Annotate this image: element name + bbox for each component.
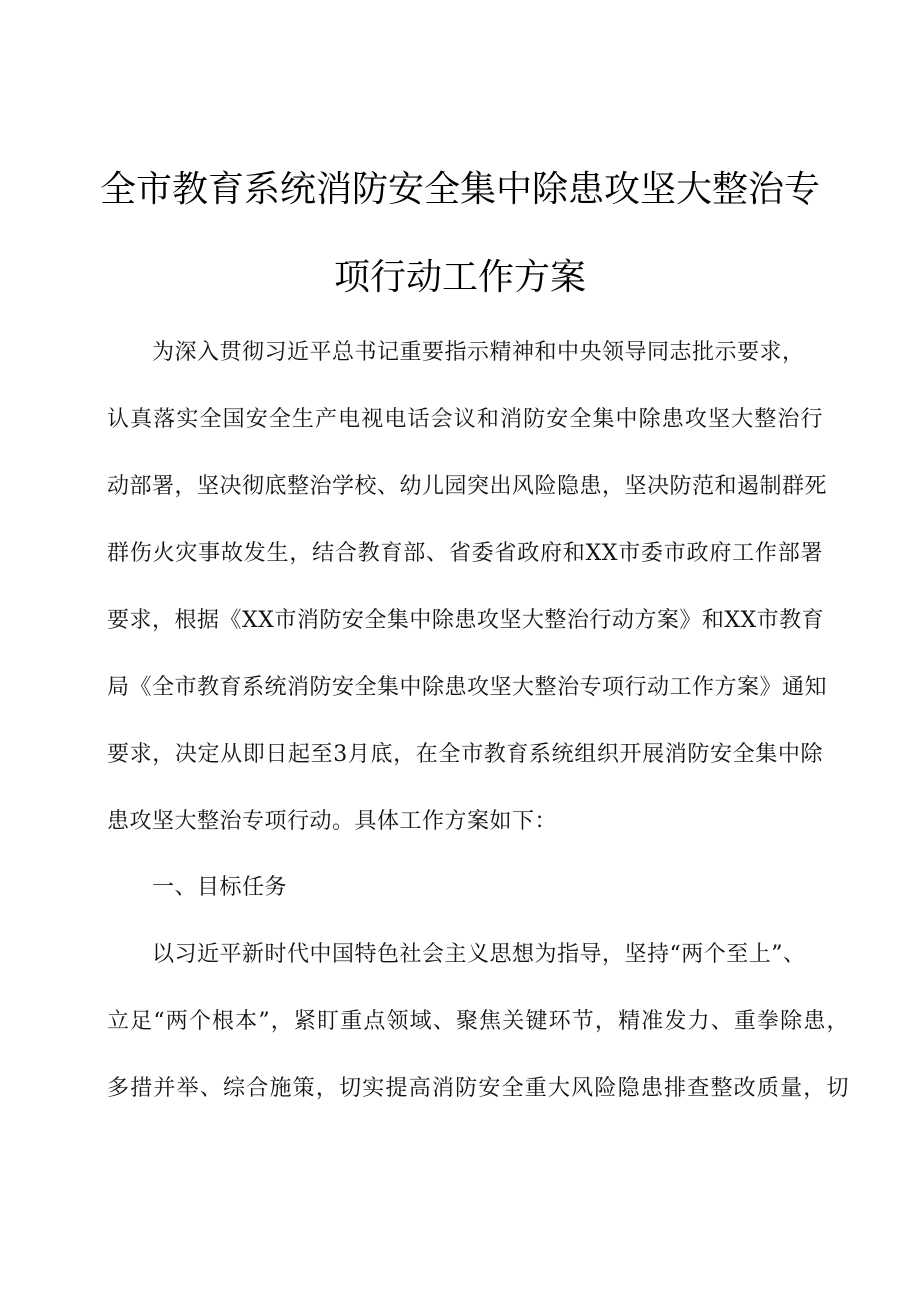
paragraph-2-line-3: 多措并举、综合施策，切实提高消防安全重大风险隐患排查整改质量，切 [107, 1076, 849, 1101]
document-title-line-2: 项行动工作方案 [333, 257, 586, 298]
paragraph-2-line-2: 立足“两个根本”，紧盯重点领域、聚焦关键环节，精准发力、重拳除患， [107, 1009, 849, 1034]
paragraph-1-line-7: 要求，决定从即日起至3月底，在全市教育系统组织开展消防安全集中除 [107, 742, 823, 767]
paragraph-1-line-1: 为深入贯彻习近平总书记重要指示精神和中央领导同志批示要求， [152, 340, 805, 365]
paragraph-1-line-3: 动部署，坚决彻底整治学校、幼儿园突出风险隐患，坚决防范和遏制群死 [107, 474, 828, 499]
section-heading-1: 一、目标任务 [152, 875, 288, 900]
paragraph-1-line-4: 群伤火灾事故发生，结合教育部、省委省政府和XX市委市政府工作部署 [107, 541, 823, 566]
paragraph-1-line-8: 患攻坚大整治专项行动。具体工作方案如下： [107, 809, 558, 834]
paragraph-2-line-1: 以习近平新时代中国特色社会主义思想为指导，坚持“两个至上”、 [152, 942, 806, 967]
paragraph-1-line-6: 局《全市教育系统消防安全集中除患攻坚大整治专项行动工作方案》通知 [107, 675, 828, 700]
paragraph-1-line-5: 要求，根据《XX市消防安全集中除患攻坚大整治行动方案》和XX市教育 [107, 608, 825, 633]
paragraph-1-line-2: 认真落实全国安全生产电视电话会议和消防安全集中除患攻坚大整治行 [107, 407, 823, 432]
document-title-line-1: 全市教育系统消防安全集中除患攻坚大整治专 [99, 169, 820, 210]
